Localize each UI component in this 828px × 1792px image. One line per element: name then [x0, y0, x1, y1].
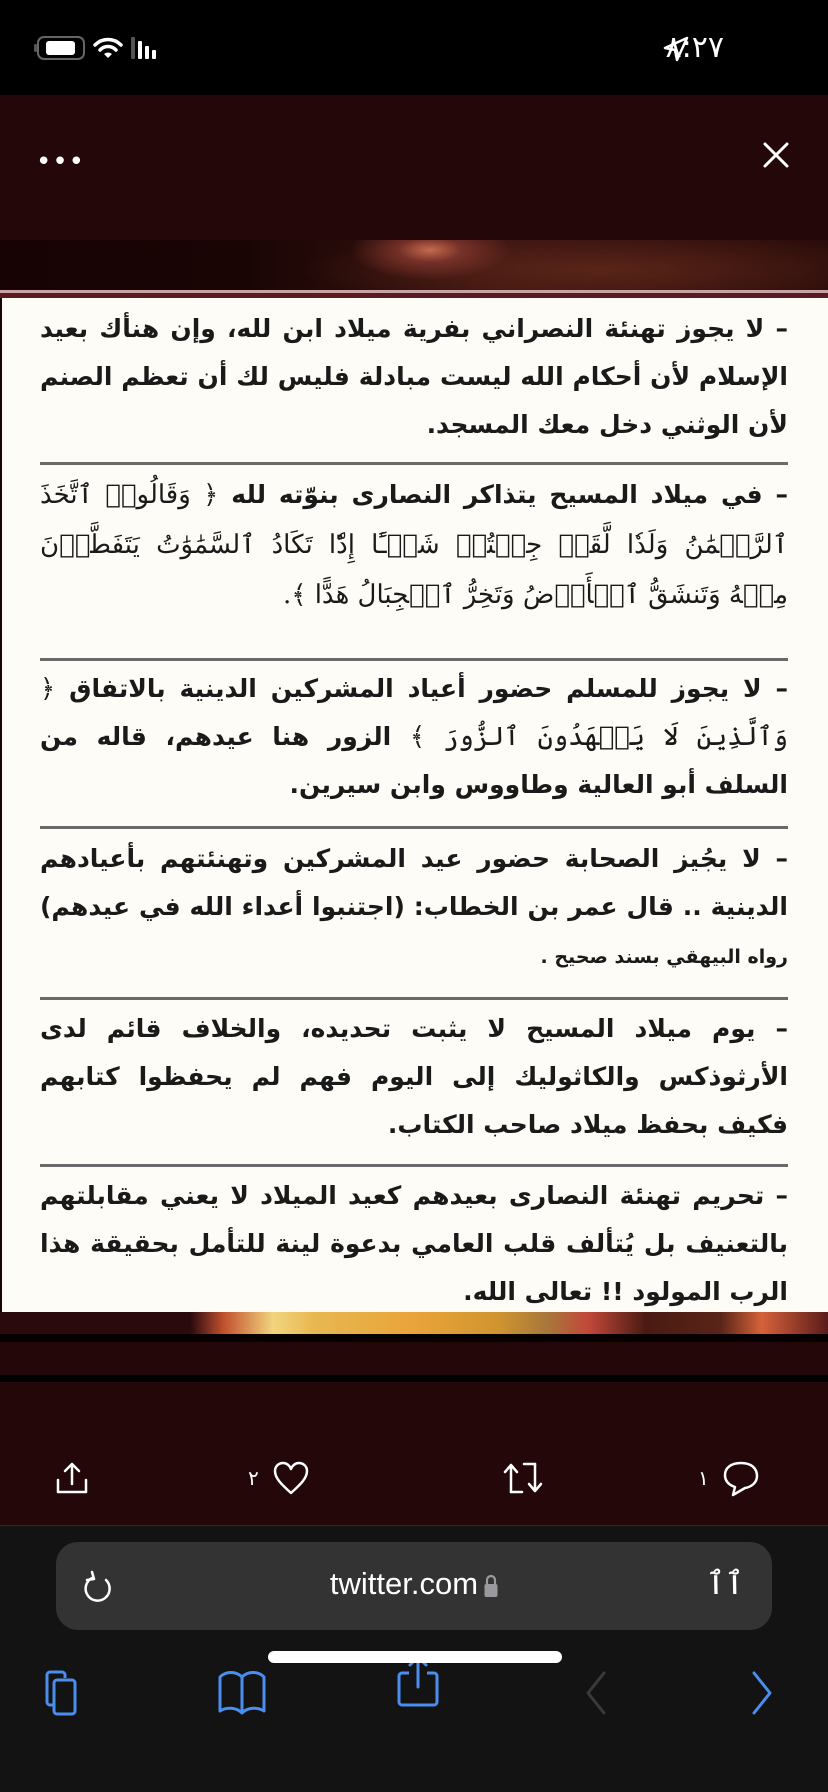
retweet-icon: [502, 1460, 544, 1496]
status-indicators: [34, 36, 156, 60]
divider: [40, 826, 788, 829]
quran-verse: ﴿ وَٱلَّذِينَ لَا يَشۡهَدُونَ ٱلزُّورَ ﴾: [40, 674, 789, 752]
divider: [40, 658, 788, 661]
image-footer-decoration: [0, 1312, 828, 1334]
reply-count: ١: [698, 1466, 709, 1490]
forward-icon[interactable]: [748, 1669, 778, 1717]
section-2-intro: – في ميلاد المسيح يتذاكر النصارى بنوّته لله: [231, 480, 788, 509]
signal-icon: [131, 37, 156, 59]
like-button[interactable]: [248, 1460, 311, 1496]
quran-verse: ﴿ وَقَالُوا۟ ٱتَّخَذَ ٱلرَّحۡمَٰنُ وَلَدٗا لَّقَدۡ جِئۡتُمۡ شَيۡـًٔا إِدّٗا تَكَادُ ٱلسَّمَٰوَٰتُ يَتَفَطَّرۡنَ مِنۡهُ وَتَنشَقُّ ٱلۡأَرۡضُ وَتَخِرُّ ٱلۡجِبَالُ هَدًّا ﴾.: [40, 480, 788, 610]
section-5: – يوم ميلاد المسيح لا يثبت تحديده، والخلاف قائم لدى الأرثوذكس والكاثوليك إلى اليوم فهم لم يحفظوا كتابهم فكيف بحفظ ميلاد صاحب الكتاب.: [40, 1014, 788, 1139]
share-button[interactable]: [54, 1460, 90, 1496]
section-4: [40, 835, 788, 981]
like-icon: [271, 1460, 311, 1496]
tweet-actions: [0, 1382, 828, 1525]
retweet-button[interactable]: [502, 1460, 544, 1496]
image-header-rule: [0, 290, 828, 298]
status-bar: [0, 0, 828, 95]
section-1: – لا يجوز تهنئة النصراني بفرية ميلاد ابن لله، وإن هنأك بعيد الإسلام لأن أحكام الله ليست مبادلة فليس لك أن تعظم الصنم لأن الوثني دخل معك المسجد.: [40, 314, 788, 439]
reply-icon: [721, 1459, 761, 1497]
close-icon[interactable]: [760, 139, 792, 171]
divider: [40, 997, 788, 1000]
divider: [40, 462, 788, 465]
post-image[interactable]: [0, 240, 828, 1375]
address-bar[interactable]: [56, 1542, 772, 1630]
section-6: – تحريم تهنئة النصارى بعيدهم كعيد الميلاد لا يعني مقابلتهم بالتعنيف بل يُتألف قلب العامي بدعوة لينة للتأمل بحقيقة هذا الرب المولود !! تعالى الله.: [40, 1181, 788, 1306]
home-indicator[interactable]: [268, 1651, 562, 1663]
media-viewer-header: [0, 95, 828, 240]
url-display[interactable]: [56, 1566, 772, 1602]
image-header-decoration: [0, 240, 828, 290]
url-text: twitter.com: [329, 1566, 479, 1601]
lock-icon: [484, 1574, 498, 1598]
image-footer-edge: [0, 1334, 828, 1342]
text-size-button[interactable]: ٱٱ: [706, 1564, 744, 1602]
section-2: [40, 470, 788, 620]
share-icon: [54, 1460, 90, 1496]
divider: [40, 1164, 788, 1167]
battery-icon: [37, 36, 85, 60]
section-3-before: – لا يجوز للمسلم حضور أعياد المشركين الدينية بالاتفاق: [69, 674, 788, 703]
section-4-text: – لا يجُيز الصحابة حضور عيد المشركين وتهنئتهم بأعيادهم الدينية .. قال عمر بن الخطاب: (اجتنبوا أعداء الله في عيدهم): [40, 844, 788, 921]
wifi-icon: [93, 36, 123, 60]
section-4-source: رواه البيهقي بسند صحيح .: [540, 946, 788, 968]
status-time: ٨:٢٧: [665, 30, 724, 65]
bookmarks-icon[interactable]: [216, 1669, 268, 1717]
reply-button[interactable]: [698, 1460, 761, 1496]
viewer-background: [0, 1342, 828, 1375]
browser-chrome: [0, 1525, 828, 1792]
browser-toolbar: [0, 1661, 828, 1741]
back-icon[interactable]: [580, 1669, 610, 1717]
like-count: ٢: [248, 1466, 259, 1490]
tabs-icon[interactable]: [44, 1669, 92, 1717]
more-options-button[interactable]: •••: [36, 147, 86, 177]
section-3: [40, 665, 788, 809]
section-3-after: الزور هنا عيدهم، قاله من السلف أبو العالية وطاووس وابن سيرين.: [40, 722, 788, 799]
